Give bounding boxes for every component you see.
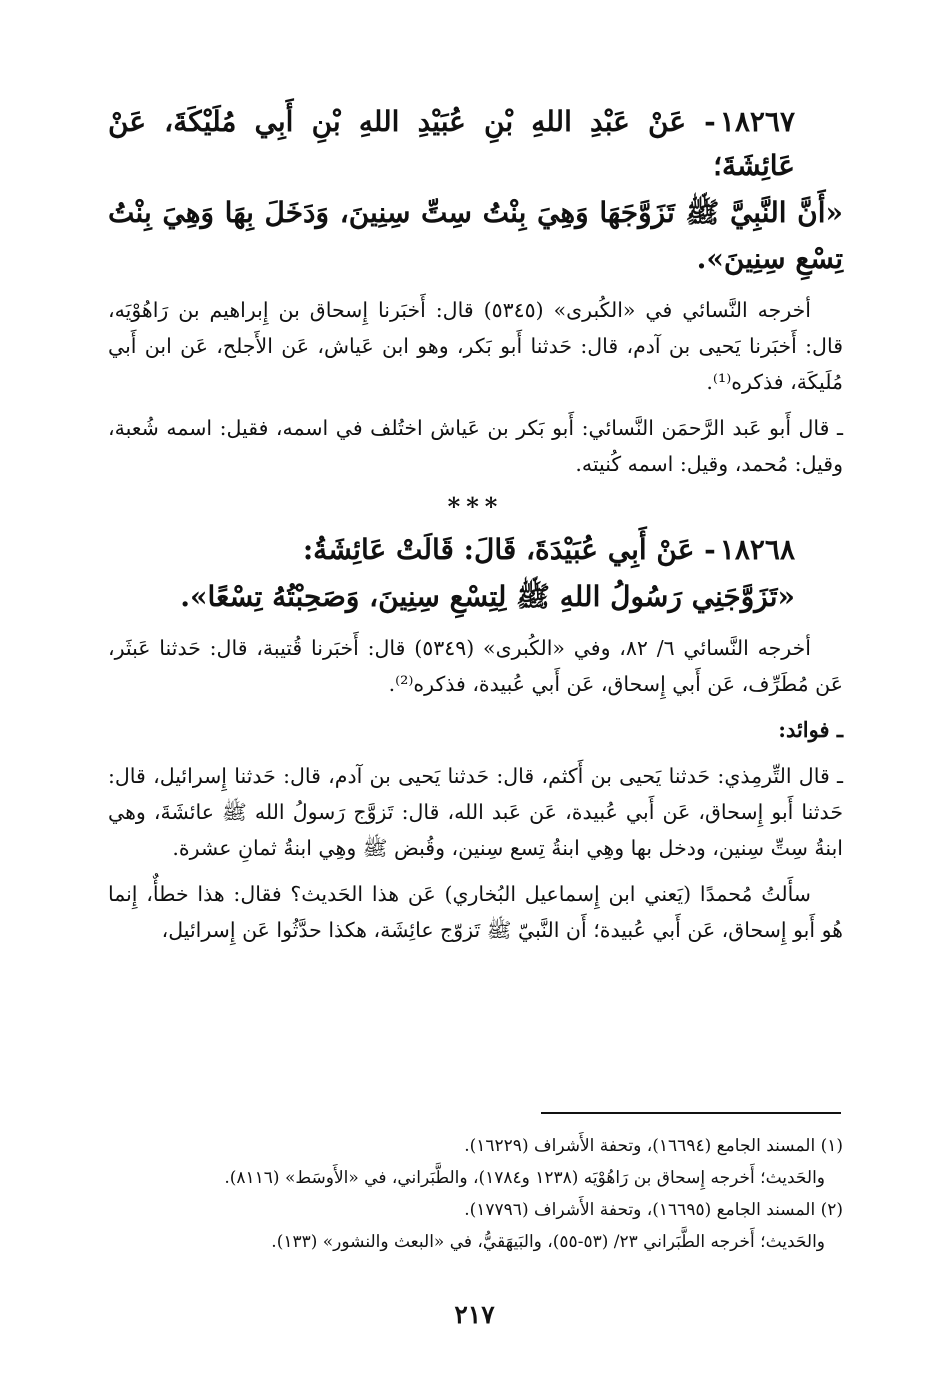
fawaid-heading: ـ فوائد: <box>778 717 843 742</box>
hadith-18267-matn: «أَنَّ النَّبِيَّ ﷺ تَزَوَّجَهَا وَهِيَ بِنْتُ سِتِّ سِنِينَ، وَدَخَلَ بِهَا وَهِيَ بِنْتُ تِسْعِ سِنِينَ». <box>108 196 843 275</box>
footnotes <box>108 1130 843 1258</box>
hadith-18267-note: ـ قال أَبو عَبد الرَّحمَن النَّسائي: أَبو بَكر بن عَياش اختُلف في اسمه، فقيل: اسمه شُعبة، وقيل: مُحمد، وقيل: اسمه كُنيته. <box>108 416 843 476</box>
hadith-number: ١٨٢٦٨ <box>719 533 795 566</box>
footnote-divider <box>541 1112 841 1114</box>
page-body <box>108 100 843 958</box>
section-separator: *** <box>447 492 504 521</box>
hadith-number: ١٨٢٦٧ <box>719 105 795 138</box>
hadith-18268-heading <box>108 528 843 572</box>
footnote-2-continuation: والحَديث؛ أَخرجه الطَّبَراني ٢٣/ (٥٣-٥٥)، والبَيهَقيُّ، في «البعث والنشور» (١٣٣). <box>271 1232 825 1252</box>
footnote-1: (١) المسند الجامع (١٦٦٩٤)، وتحفة الأَشراف (١٦٢٢٩). <box>464 1136 843 1156</box>
hadith-18268-takhrij: أخرجه النَّسائي ٦/ ٨٢، وفي «الكُبرى» (٥٣٤٩) قال: أَخبَرنا قُتيبة، قال: حَدثنا عَبثَر، عَن مُطَرِّف، عَن أَبي إِسحاق، عَن أَبي عُبيدة، فذكره⁽²⁾. <box>108 636 843 696</box>
fawaid-paragraph: ـ قال التِّرمِذي: حَدثنا يَحيى بن أَكثم، قال: حَدثنا يَحيى بن آدم، قال: حَدثنا إِسرائيل، قال: حَدثنا أَبو إِسحاق، عَن أَبي عُبيدة، عَن عَبد الله، قال: تَزوَّج رَسولُ الله ﷺ عائشَةَ، وهي ابنةُ سِتِّ سِنين، ودخل بها وهِي ابنةُ تِسع سِنين، وقُبض ﷺ وهِي ابنةُ ثمانِ عشرة. <box>108 764 843 860</box>
hadith-18268-matn: «تَزَوَّجَنِي رَسُولُ اللهِ ﷺ لِتِسْعِ سِنِينَ، وَصَحِبْتُهُ تِسْعًا». <box>180 580 795 613</box>
fawaid-paragraph: سأَلتُ مُحمدًا (يَعني ابن إِسماعيل البُخاري) عَن هذا الحَديث؟ فقال: هذا خطأٌ، إِنما هُو أَبو إِسحاق، عَن أَبي عُبيدة؛ أَن النَّبيّ ﷺ تَزوّج عائِشَة، هكذا حدَّثُوا عَن إِسرائيل، <box>108 882 843 942</box>
footnote-1-continuation: والحَديث؛ أَخرجه إِسحاق بن رَاهُوْيَه (١٢٣٨ و١٧٨٤)، والطَّبَراني، في «الأَوسَط» (٨١١٦). <box>224 1168 825 1188</box>
page-number: ٢١٧ <box>454 1300 495 1329</box>
hadith-18267-takhrij: أخرجه النَّسائي في «الكُبرى» (٥٣٤٥) قال: أَخبَرنا إِسحاق بن إِبراهيم بن رَاهُوْيَه، قال: أَخبَرنا يَحيى بن آدم، قال: حَدثنا أَبو بَكر، وهو ابن عَياش، عَن الأَجلح، عَن ابن أَبي مُلَيكَة، فذكره⁽¹⁾. <box>108 298 843 394</box>
hadith-isnad: - عَنْ عَبْدِ اللهِ بْنِ عُبَيْدِ اللهِ بْنِ أَبِي مُلَيْكَةَ، عَنْ عَائِشَةَ؛ <box>108 105 795 182</box>
hadith-18267-heading <box>108 100 843 188</box>
hadith-isnad: - عَنْ أَبِي عُبَيْدَةَ، قَالَ: قَالَتْ عَائِشَةُ: <box>302 533 716 566</box>
footnote-2: (٢) المسند الجامع (١٦٦٩٥)، وتحفة الأَشراف (١٧٧٩٦). <box>464 1200 843 1220</box>
